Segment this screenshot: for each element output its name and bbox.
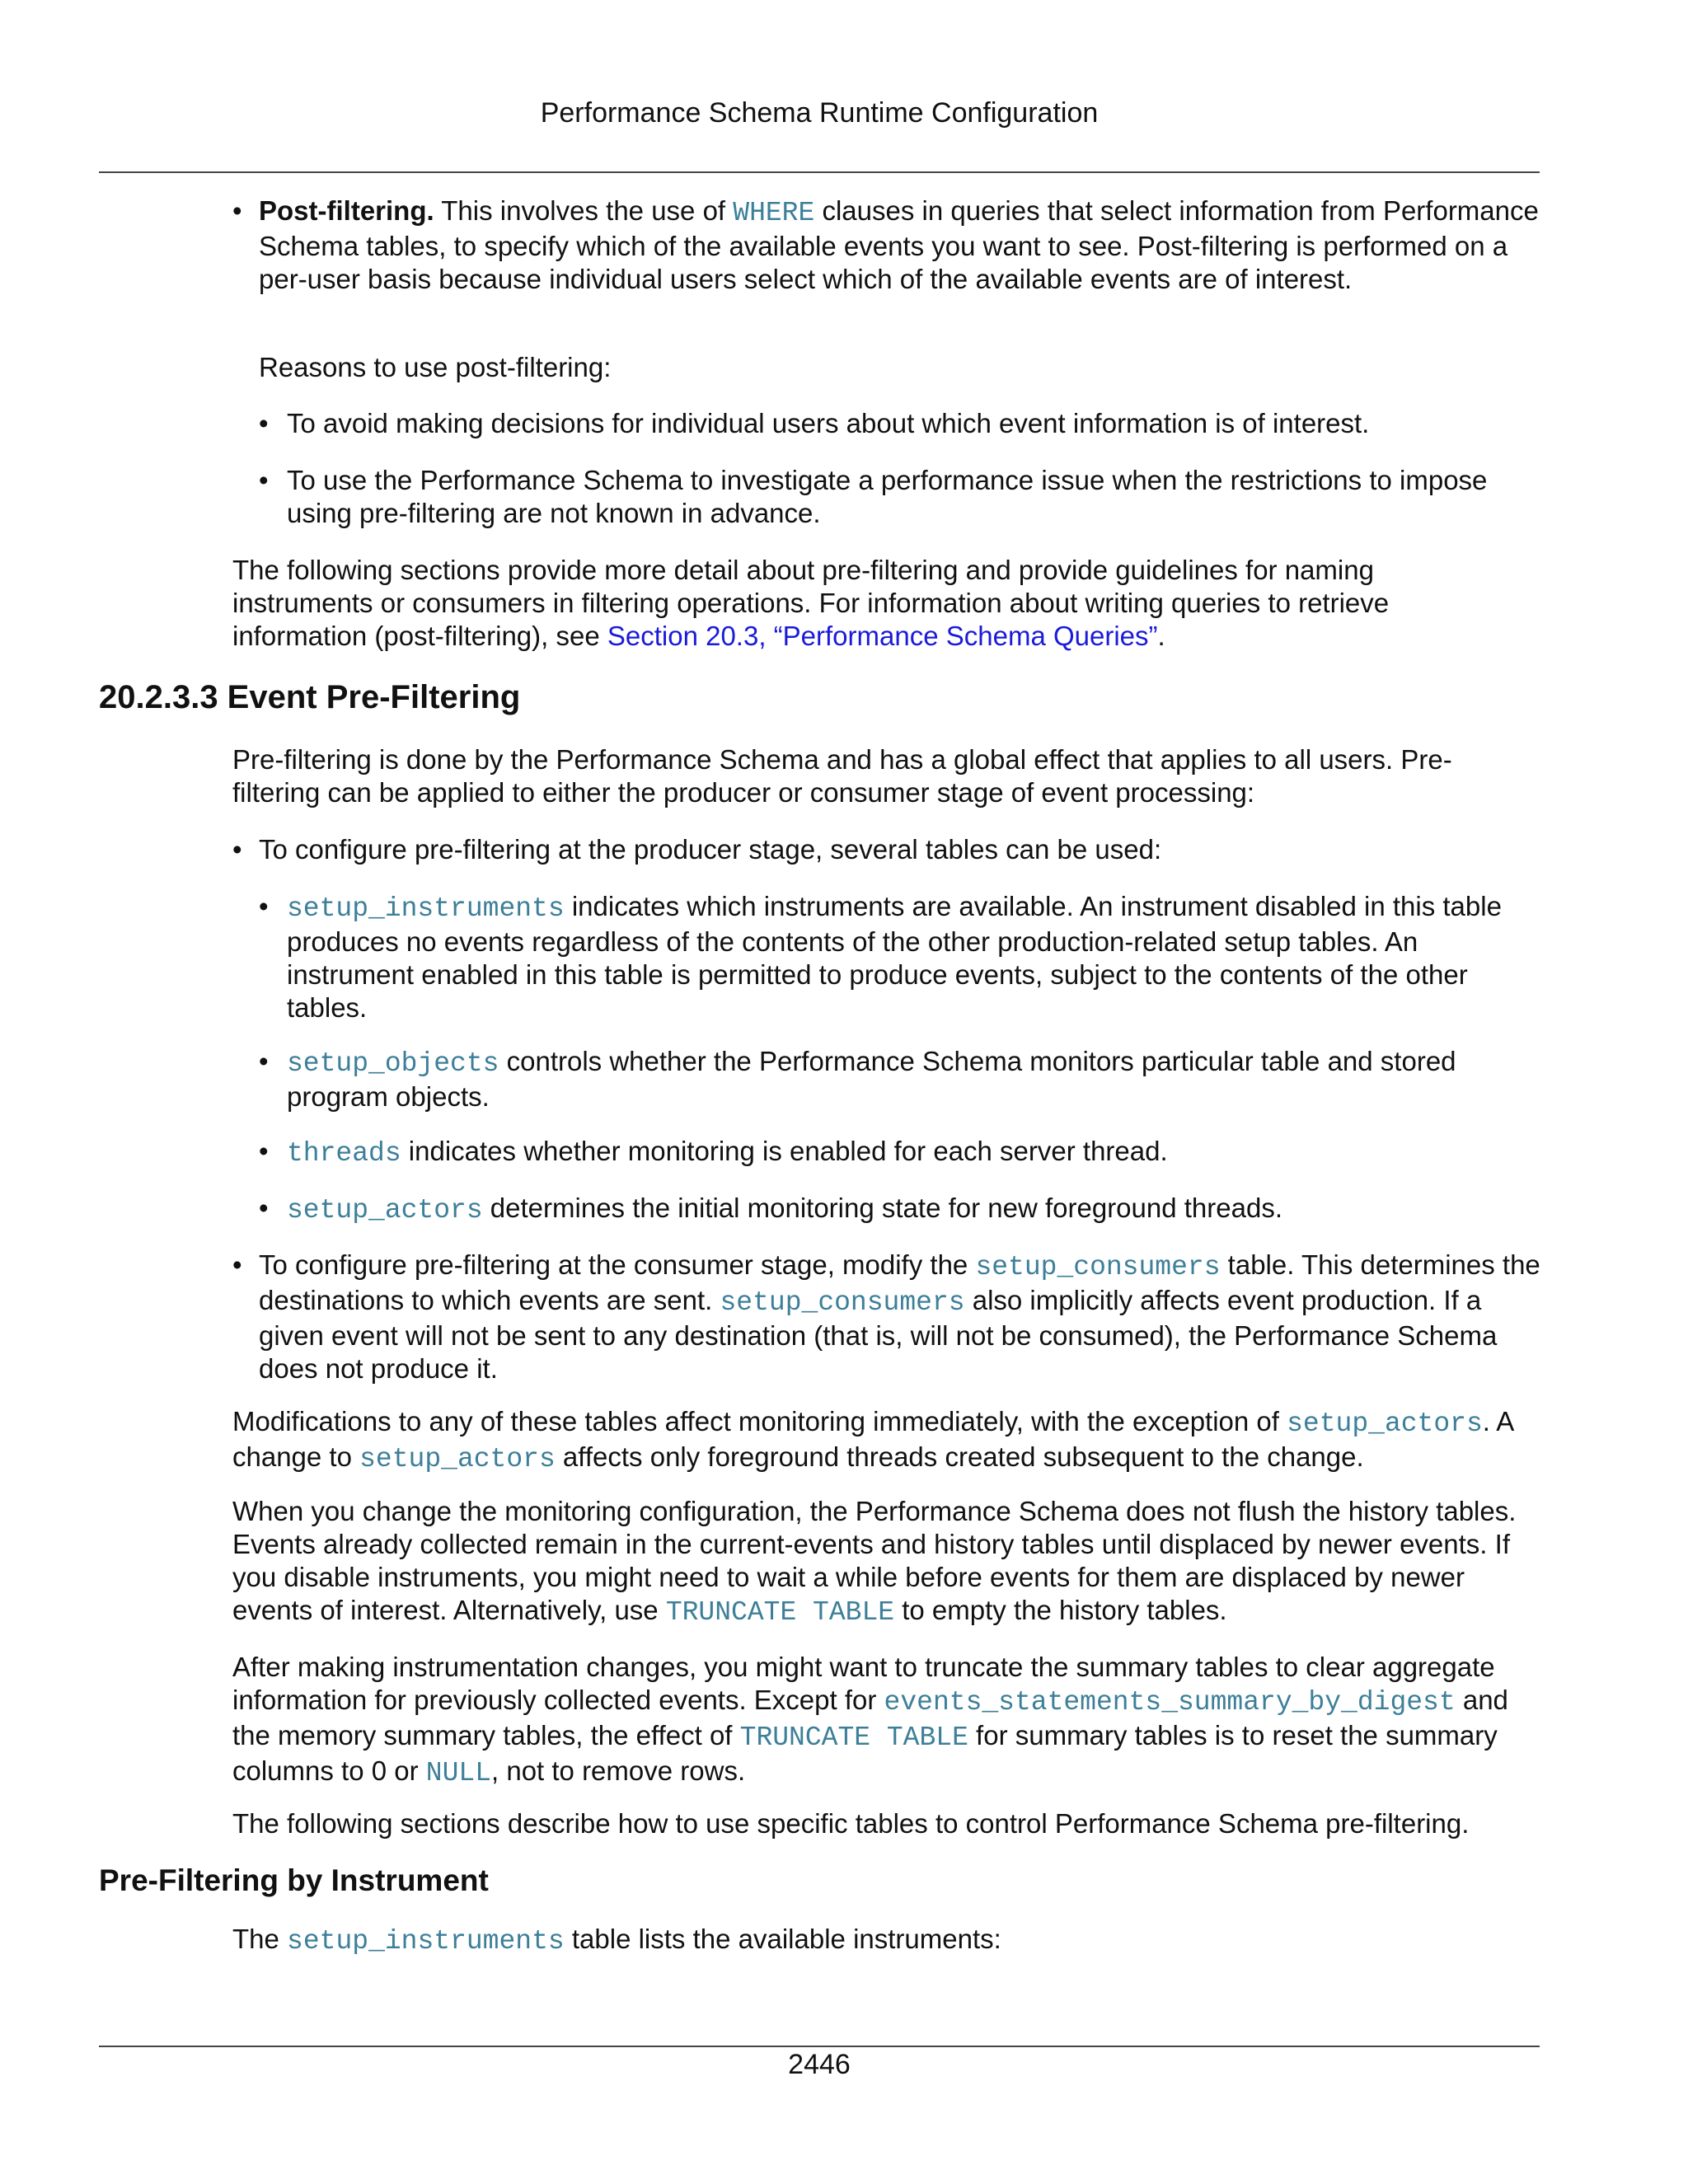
producer-item bbox=[287, 1045, 1523, 1113]
text-run: to empty the history tables. bbox=[894, 1595, 1227, 1625]
code-setup-actors: setup_actors bbox=[1287, 1408, 1483, 1439]
code-events-statements-summary-by-digest: events_statements_summary_by_digest bbox=[884, 1687, 1456, 1718]
header-rule bbox=[99, 171, 1540, 173]
text-run: table. This determines the destinations to which events are sent. bbox=[259, 1249, 1540, 1315]
code-setup-actors: setup_actors bbox=[359, 1444, 556, 1474]
text-run: clauses in queries that select information from Performance Schema tables, to specify which of the available events you want to see. Post-filtering is performed on a per-user basis because individual users select which of the available events are of interest. bbox=[259, 195, 1539, 294]
modifications-paragraph bbox=[232, 1405, 1545, 1476]
code-truncate-table: TRUNCATE TABLE bbox=[739, 1722, 968, 1753]
code-setup-instruments: setup_instruments bbox=[287, 1926, 565, 1957]
reason-item: To avoid making decisions for individual users about which event information is of interest. bbox=[287, 408, 1370, 438]
section-link[interactable]: Section 20.3, “Performance Schema Queries” bbox=[607, 621, 1158, 651]
text-run: and the memory summary tables, the effect of bbox=[232, 1685, 1508, 1750]
text-run: for summary tables is to reset the summary columns to 0 or bbox=[232, 1720, 1498, 1786]
text-run: . bbox=[1157, 621, 1165, 651]
post-filtering-term: Post-filtering. bbox=[259, 195, 434, 226]
bullet-marker: • bbox=[259, 1046, 269, 1076]
bullet-marker: • bbox=[259, 1136, 269, 1166]
text-run: Modifications to any of these tables affect monitoring immediately, with the exception of bbox=[232, 1406, 1287, 1436]
following-sections-paragraph: The following sections describe how to use specific tables to control Performance Schema pre-filtering. bbox=[232, 1808, 1470, 1839]
text-run: indicates whether monitoring is enabled for each server thread. bbox=[401, 1136, 1168, 1166]
bullet-marker: • bbox=[259, 465, 269, 495]
text-run: After making instrumentation changes, you might want to truncate the summary tables to clear aggregate information for previously collected events. Except for bbox=[232, 1652, 1495, 1715]
code-where: WHERE bbox=[733, 198, 815, 228]
text-run: determines the initial monitoring state for new foreground threads. bbox=[482, 1193, 1282, 1223]
text-run: When you change the monitoring configuration, the Performance Schema does not flush the history tables. Events already collected remain in the current-events and history tables until displaced by newer events. If you disable instruments, you might need to wait a while before events for them are displaced by newer events of interest. Alternatively, use bbox=[232, 1496, 1517, 1625]
producer-item bbox=[287, 1192, 1523, 1227]
reasons-intro: Reasons to use post-filtering: bbox=[259, 352, 612, 382]
subsection-heading: Pre-Filtering by Instrument bbox=[99, 1863, 489, 1897]
consumer-item bbox=[259, 1249, 1545, 1385]
text-run: also implicitly affects event production. If a given event will not be sent to any destination (that is, will not be consumed), the Performance Schema does not produce it. bbox=[259, 1285, 1498, 1384]
code-setup-instruments: setup_instruments bbox=[287, 893, 565, 924]
section-heading: 20.2.3.3 Event Pre-Filtering bbox=[99, 679, 521, 715]
text-run: This involves the use of bbox=[434, 195, 734, 226]
when-change-paragraph bbox=[232, 1495, 1535, 1629]
text-run: , not to remove rows. bbox=[491, 1755, 746, 1786]
following-paragraph bbox=[232, 554, 1419, 653]
code-truncate-table: TRUNCATE TABLE bbox=[665, 1597, 895, 1628]
bullet-marker: • bbox=[259, 1193, 269, 1223]
code-null: NULL bbox=[425, 1758, 491, 1788]
bullet-marker: • bbox=[259, 408, 269, 438]
text-run: controls whether the Performance Schema monitors particular table and stored program objects. bbox=[287, 1046, 1456, 1112]
text-run: affects only foreground threads created subsequent to the change. bbox=[555, 1441, 1364, 1472]
section-intro: Pre-filtering is done by the Performance Schema and has a global effect that applies to all users. Pre-filtering can be applied to either the producer or consumer stage of event processing: bbox=[232, 744, 1452, 808]
text-run: The bbox=[232, 1924, 288, 1954]
producer-item bbox=[287, 1135, 1523, 1170]
bullet-marker: • bbox=[232, 1249, 242, 1280]
text-run: . A change to bbox=[232, 1406, 1513, 1472]
text-run: To configure pre-filtering at the consumer stage, modify the bbox=[259, 1249, 976, 1280]
post-filtering-paragraph bbox=[259, 194, 1545, 296]
text-run: table lists the available instruments: bbox=[564, 1924, 1001, 1954]
footer-rule bbox=[99, 2046, 1540, 2047]
text-run: The following sections provide more detail about pre-filtering and provide guidelines for naming instruments or consumers in filtering operations. For information about writing queries to retrieve information (post-filtering), see bbox=[232, 555, 1390, 651]
code-setup-actors: setup_actors bbox=[287, 1195, 483, 1226]
page-header-title: Performance Schema Runtime Configuration bbox=[540, 97, 1099, 129]
bullet-marker: • bbox=[232, 834, 242, 865]
bullet-marker: • bbox=[259, 891, 269, 921]
subsection-paragraph bbox=[232, 1923, 1535, 1958]
page-number: 2446 bbox=[788, 2049, 851, 2080]
after-making-paragraph bbox=[232, 1651, 1535, 1790]
text-run: indicates which instruments are available. An instrument disabled in this table produces no events regardless of the contents of the other production-related setup tables. An instrument enabled in this table is permitted to produce events, subject to the contents of the other tables. bbox=[287, 891, 1502, 1023]
code-threads: threads bbox=[287, 1138, 401, 1169]
reason-item: To use the Performance Schema to investigate a performance issue when the restrictions to impose using pre-filtering are not known in advance. bbox=[287, 465, 1488, 528]
producer-intro: To configure pre-filtering at the producer stage, several tables can be used: bbox=[259, 834, 1162, 865]
code-setup-objects: setup_objects bbox=[287, 1048, 499, 1079]
code-setup-consumers: setup_consumers bbox=[975, 1252, 1221, 1282]
producer-item bbox=[287, 890, 1515, 1024]
code-setup-consumers: setup_consumers bbox=[720, 1287, 965, 1318]
bullet-marker: • bbox=[232, 195, 242, 226]
